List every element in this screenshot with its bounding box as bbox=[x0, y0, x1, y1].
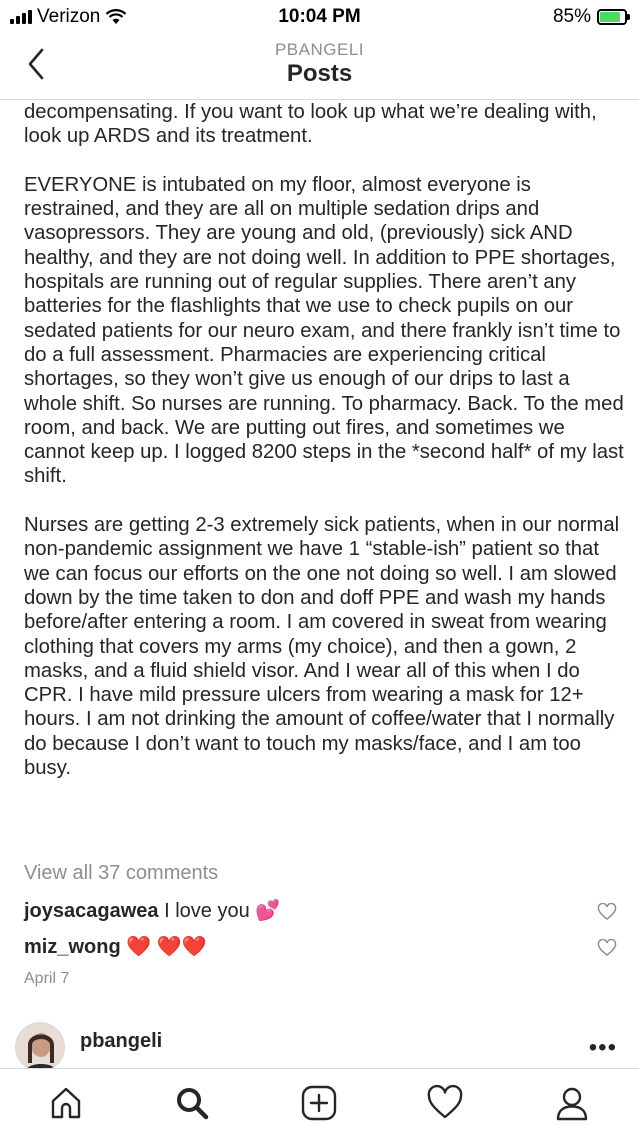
bottom-tab-bar bbox=[0, 1068, 639, 1136]
battery-group bbox=[553, 6, 627, 28]
plus-square-icon bbox=[301, 1085, 337, 1121]
comment-row bbox=[24, 898, 280, 923]
caption-paragraph: EVERYONE is intubated on my floor, almost everyone is restrained, and they are all on multiple sedation drips and vasopressors. They are young and old, (previously) sick AND healthy, and they are not doing well. In addition to PPE shortages, hospitals are running out of regular supplies. There aren’t any batteries for the flashlights that we use to check pupils on our sedated patients for our neuro exam, and there frankly isn’t time to do a full assessment. Pharmacies are experiencing critical shortages, so they won’t give us enough of our drips to last a whole shift. So nurses are running. To pharmacy. Back. To the med room, and back. We are putting out fires, and sometimes we cannot keep up. I logged 8200 steps in the *second half* of my last shift. bbox=[24, 173, 624, 488]
view-all-comments-link[interactable]: View all 37 comments bbox=[24, 862, 219, 884]
profile-username: PBANGELI bbox=[274, 40, 365, 59]
more-options-icon[interactable]: ••• bbox=[588, 1034, 617, 1061]
caption-paragraph: Nurses are getting 2-3 extremely sick patients, when in our normal non-pandemic assignment we have 1 “stable-ish” patient so that we can focus our efforts on the one not doing so well. I am slowed down by the time taken to don and doff PPE and wash my hands before/after entering a room. I am covered in sweat from wearing clothing that covers my arms (my choice), and then a gown, 2 masks, and a fluid shield visor. And I wear all of this when I do CPR. I have mild pressure ulcers from wearing a mask for 12+ hours. I am not drinking the amount of coffee/water that I normally do because I don’t want to touch my masks/face, and I am too busy. bbox=[24, 514, 620, 780]
nav-header bbox=[0, 34, 639, 100]
next-post-username[interactable]: pbangeli bbox=[80, 1030, 163, 1052]
status-bar bbox=[0, 0, 639, 34]
tab-profile[interactable] bbox=[552, 1083, 592, 1123]
heart-icon bbox=[426, 1085, 464, 1121]
search-icon bbox=[174, 1085, 210, 1121]
comment-text: ❤️ ❤️❤️ bbox=[126, 936, 207, 958]
comment-like-heart-icon[interactable] bbox=[597, 939, 617, 957]
comment-username[interactable]: joysacagawea bbox=[24, 900, 159, 922]
tab-new-post[interactable] bbox=[299, 1083, 339, 1123]
comment-username[interactable]: miz_wong bbox=[24, 936, 121, 958]
comment-like-heart-icon[interactable] bbox=[597, 903, 617, 921]
clock: 10:04 PM bbox=[278, 6, 361, 27]
next-post-header bbox=[0, 1022, 639, 1068]
avatar[interactable] bbox=[15, 1022, 65, 1068]
post-content bbox=[0, 100, 639, 1068]
home-icon bbox=[48, 1085, 84, 1121]
post-caption bbox=[24, 100, 624, 805]
carrier-label: Verizon bbox=[37, 6, 101, 27]
profile-icon bbox=[554, 1085, 590, 1121]
comment-row bbox=[24, 934, 207, 959]
comment-text: I love you 💕 bbox=[164, 900, 281, 922]
battery-percent: 85% bbox=[552, 6, 591, 27]
tab-activity[interactable] bbox=[425, 1083, 465, 1123]
tab-search[interactable] bbox=[172, 1083, 212, 1123]
battery-icon bbox=[597, 9, 627, 25]
caption-paragraph: decompensating. If you want to look up what we’re dealing with, look up ARDS and its treatment. bbox=[24, 101, 597, 148]
page-title: Posts bbox=[286, 60, 353, 87]
tab-home[interactable] bbox=[46, 1083, 86, 1123]
post-date: April 7 bbox=[24, 970, 70, 987]
